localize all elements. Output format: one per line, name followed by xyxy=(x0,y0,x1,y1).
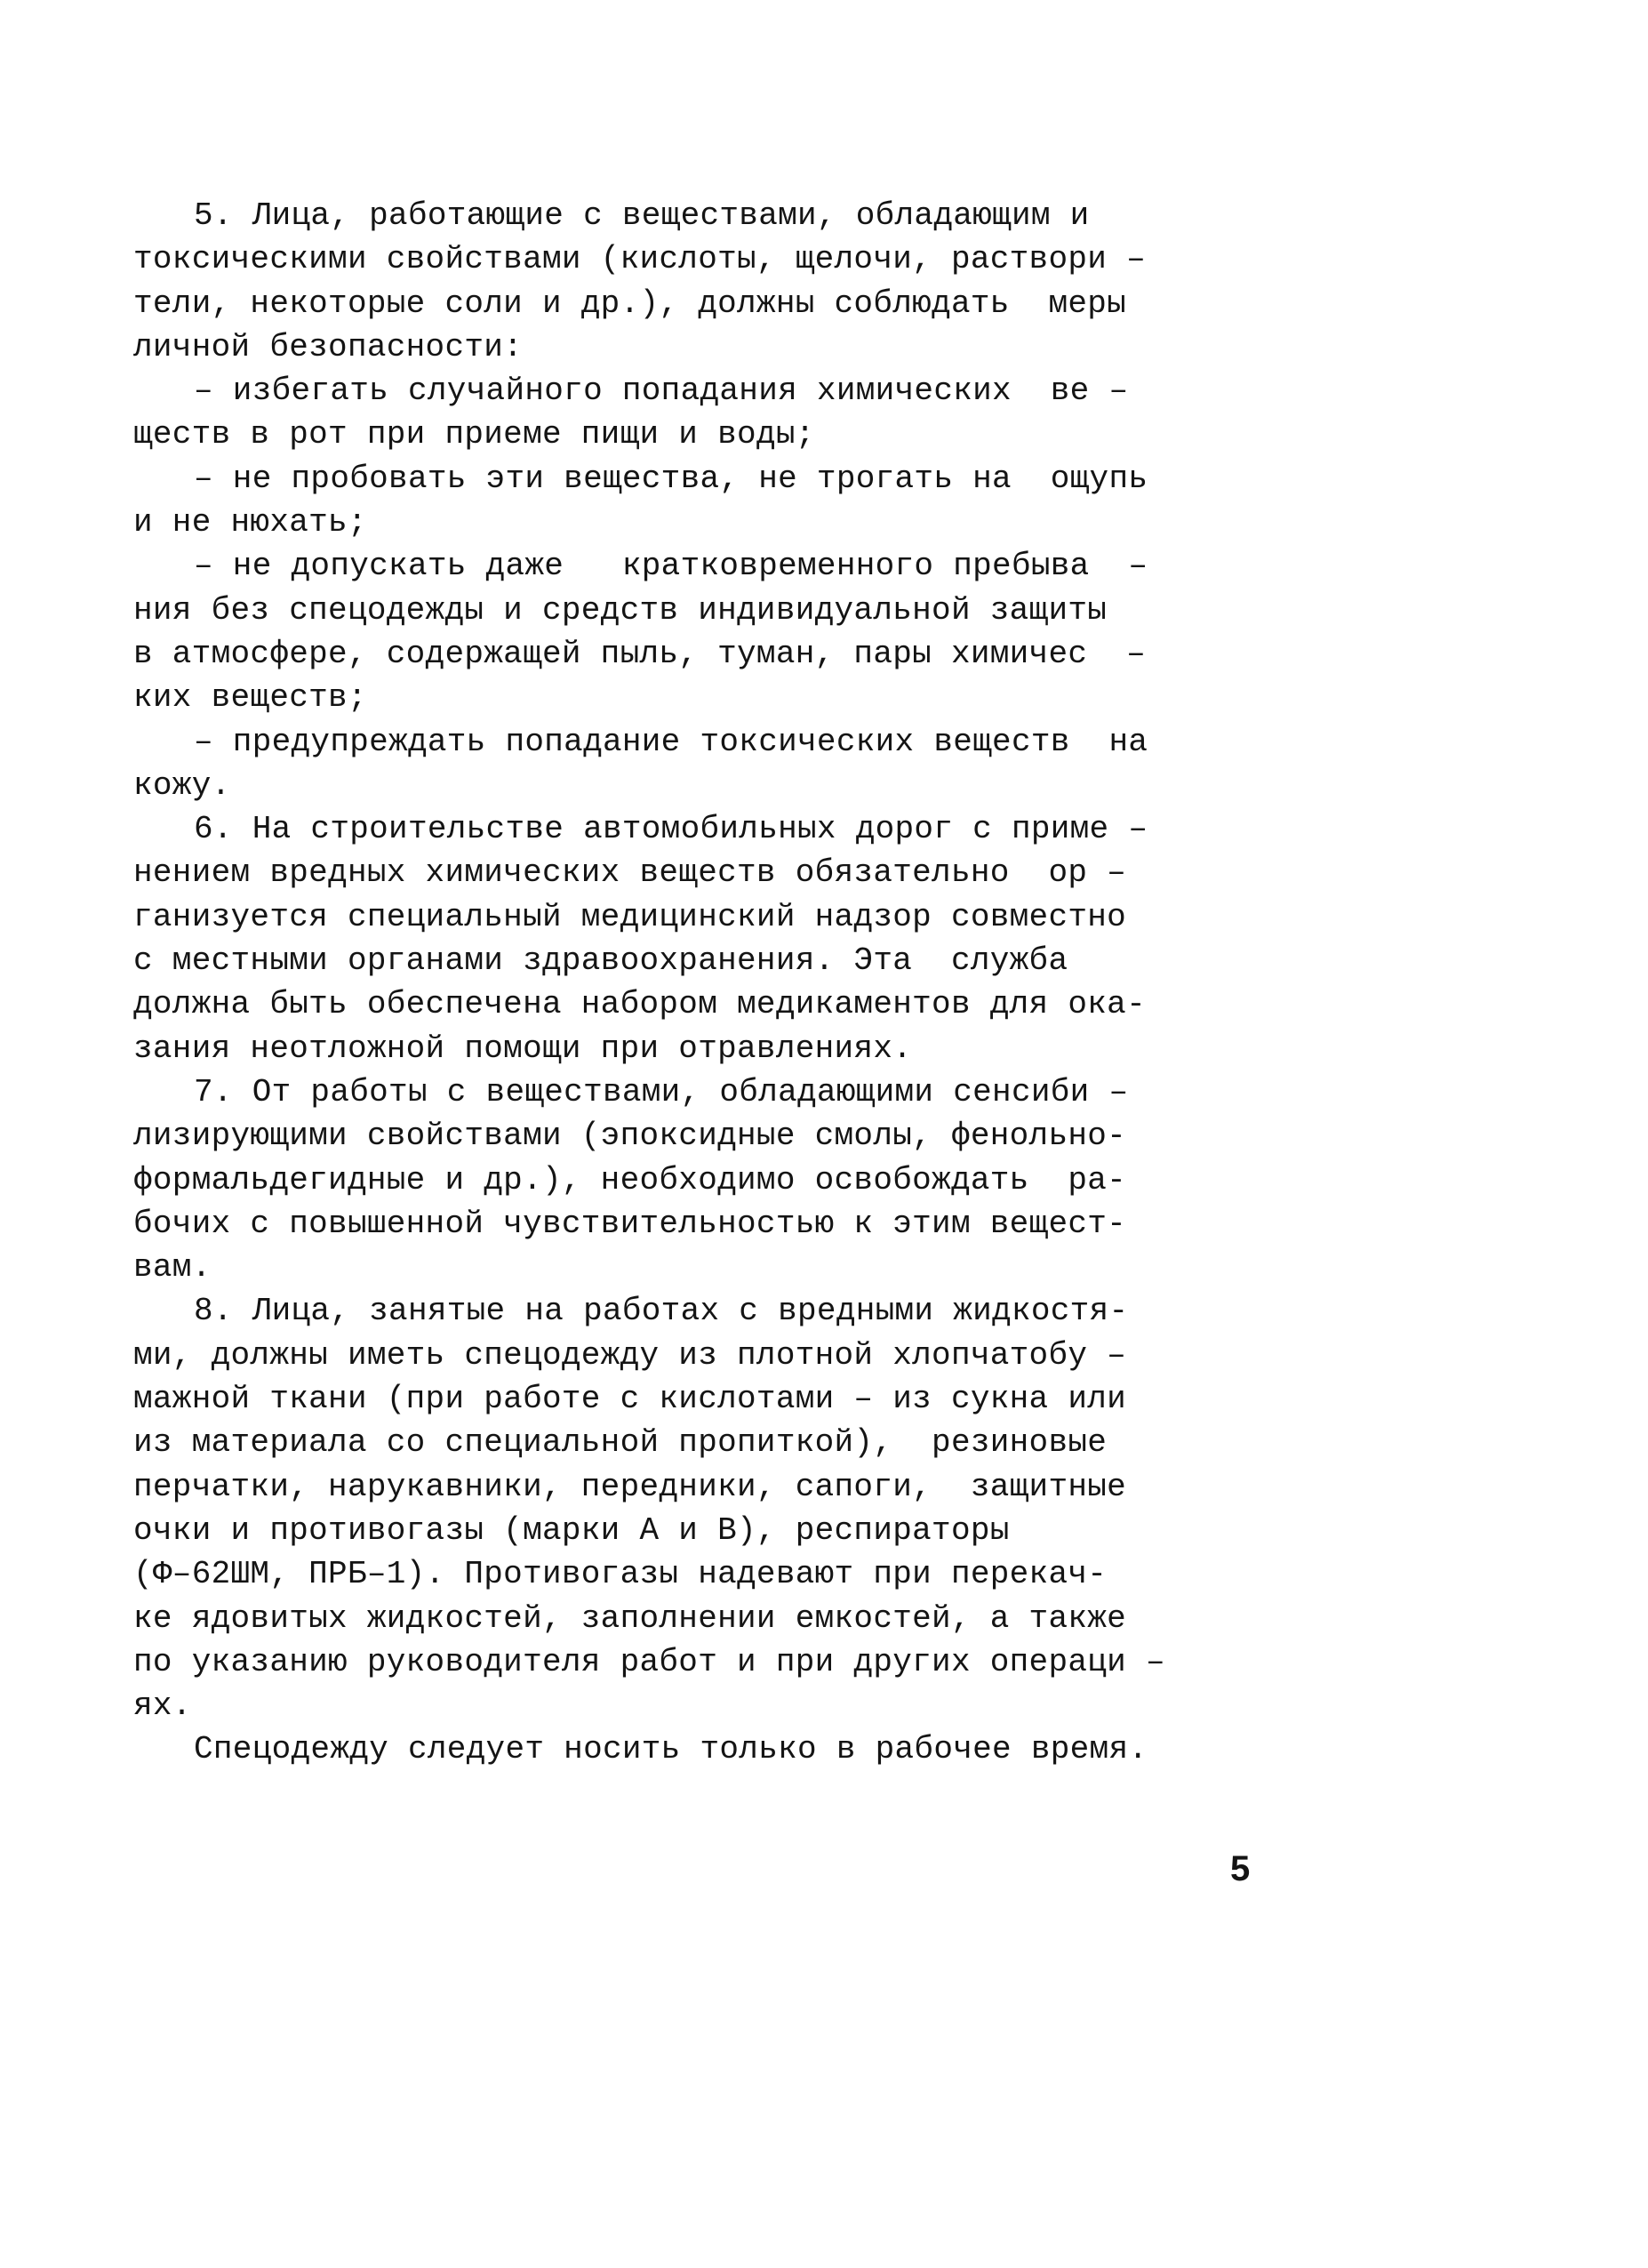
text-line: из материала со специальной пропиткой), резиновые xyxy=(133,1424,1108,1462)
text-line: 8. Лица, занятые на работах с вредными жидкостя- xyxy=(194,1293,1129,1330)
text-line: перчатки, нарукавники, передники, сапоги, защитные xyxy=(133,1468,1127,1505)
text-line: лизирующими свойствами (эпоксидные смолы, фенольно- xyxy=(133,1118,1127,1155)
text-line: и не нюхать; xyxy=(133,504,367,541)
text-line: ганизуется специальный медицинский надзор совместно xyxy=(133,898,1127,935)
text-line: Спецодежду следует носить только в рабочее время. xyxy=(194,1731,1148,1768)
text-line: – не допускать даже кратковременного пребыва – xyxy=(194,548,1148,585)
text-line: по указанию руководителя работ и при других операци – xyxy=(133,1643,1165,1680)
text-line: ях. xyxy=(133,1687,192,1725)
text-line: 5. Лица, работающие с веществами, обладающим и xyxy=(194,197,1090,234)
text-line: нением вредных химических веществ обязательно ор – xyxy=(133,854,1127,892)
text-line: зания неотложной помощи при отравлениях. xyxy=(133,1030,913,1067)
text-line: ществ в рот при приеме пищи и воды; xyxy=(133,416,815,453)
text-line: ния без спецодежды и средств индивидуальной защиты xyxy=(133,591,1108,629)
text-line: – избегать случайного попадания химических ве – xyxy=(194,373,1129,410)
text-line: – предупреждать попадание токсических веществ на xyxy=(194,723,1148,760)
text-line: (Ф–62ШМ, ПРБ–1). Противогазы надевают при перекач- xyxy=(133,1556,1108,1593)
page-number: 5 xyxy=(1230,1849,1251,1888)
text-line: ке ядовитых жидкостей, заполнении емкостей, а также xyxy=(133,1599,1127,1637)
text-line: должна быть обеспечена набором медикаментов для ока- xyxy=(133,986,1146,1023)
text-line: личной безопасности: xyxy=(133,328,524,365)
text-line: вам. xyxy=(133,1249,212,1286)
text-line: 7. От работы с веществами, обладающими сенсиби – xyxy=(194,1073,1129,1110)
text-line: в атмосфере, содержащей пыль, туман, пары химичес – xyxy=(133,635,1146,672)
text-line: мажной ткани (при работе с кислотами – из сукна или xyxy=(133,1381,1127,1418)
text-line: ми, должны иметь спецодежду из плотной хлопчатобу – xyxy=(133,1336,1127,1374)
text-line: 6. На строительстве автомобильных дорог с приме – xyxy=(194,811,1148,848)
text-line: кожу. xyxy=(133,766,231,804)
text-line: тели, некоторые соли и др.), должны соблюдать меры xyxy=(133,285,1127,322)
text-line: с местными органами здравоохранения. Эта служба xyxy=(133,942,1068,980)
text-line: бочих с повышенной чувствительностью к этим вещест- xyxy=(133,1205,1127,1242)
text-line: ких веществ; xyxy=(133,679,367,717)
text-line: – не пробовать эти вещества, не трогать на ощупь xyxy=(194,460,1148,497)
text-line: очки и противогазы (марки А и В), респираторы xyxy=(133,1511,1010,1549)
text-line: формальдегидные и др.), необходимо освобождать ра- xyxy=(133,1161,1127,1198)
text-line: токсическими свойствами (кислоты, щелочи, раствори – xyxy=(133,241,1146,278)
text-body xyxy=(133,194,1262,1772)
